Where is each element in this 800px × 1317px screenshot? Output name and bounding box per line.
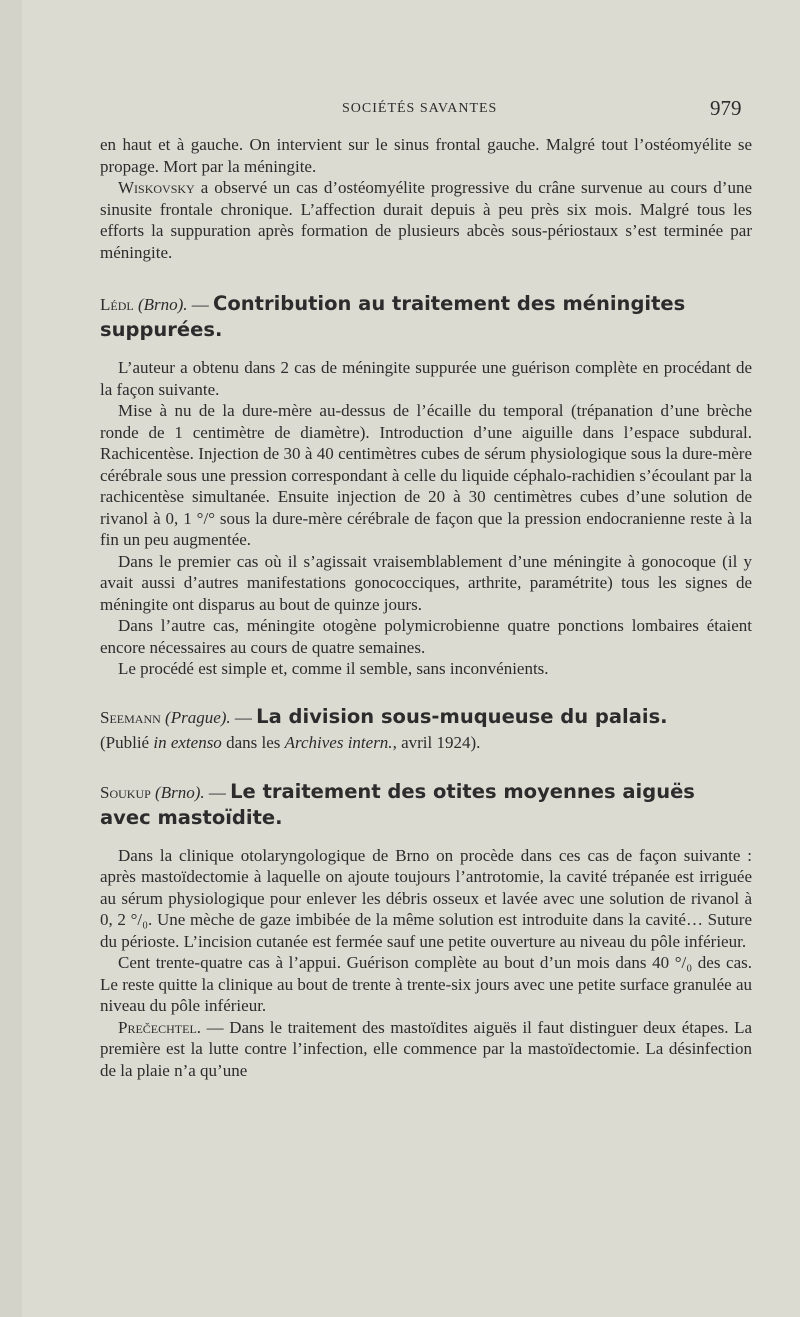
author-city: (Prague).: [165, 707, 231, 727]
soukup-paragraph-1: Dans la clinique otolaryngologique de Brno on procède dans ces cas de façon suivante : après mastoïdectomie à laquelle on ajoute toujours l’antrotomie, la cavité trépanée est irriguée au sérum physiologique pour enlever les débris osseux et lavée avec une solution de rivanol à 0, 2 °/₀. Une mèche de gaze imbibée de la même solution est introduite dans la cavité… Suture du périoste. L’incision cutanée est fermée sauf une petite ouverture au niveau du pôle inférieur.: [100, 845, 752, 951]
heading-dash: —: [204, 782, 231, 802]
running-head: SOCIÉTÉS SAVANTES: [342, 101, 498, 116]
wiskovsky-paragraph: [100, 177, 752, 263]
section-title: Contribution au traitement des méningites suppurées.: [100, 292, 686, 341]
paragraph-text: — Dans le traitement des mastoïdites aiguës il faut distinguer deux étapes. La première est la lutte contre l’infection, elle commence par la mastoïdectomie. La désinfection de la plaie n’a qu’une: [100, 1017, 752, 1080]
page-number: 979: [710, 96, 742, 120]
paragraph-text: a observé un cas d’ostéomyélite progressive du crâne survenue au cours d’une sinusite frontale chronique. L’affection durait depuis à peu près six mois. Malgré tous les efforts la suppuration après formation de plusieurs abcès sous-périostaux s’est terminée par méningite.: [100, 178, 752, 262]
author-name: Seemann: [100, 707, 161, 727]
ledl-paragraph-3: Dans le premier cas où il s’agissait vraisemblablement d’une méningite à gonocoque (il y avait aussi d’autres manifestations gonococciques, arthrite, paramétrite) tous les signes de méningite ont disparus au bout de quinze jours.: [100, 551, 752, 614]
page-header: [22, 96, 800, 126]
ledl-paragraph-2: Mise à nu de la dure-mère au-dessus de l’écaille du temporal (trépanation d’une brèche ronde de 1 centimètre de diamètre). Introduction d’une aiguille dans l’espace subdural. Rachicentèse. Injection de 30 à 40 centimètres cubes de sérum physiologique sous la dure-mère cérébrale sous une pression correspondant à celle du liquide céphalo-rachidien s’écoulant par la rachicentèse simultanée. Ensuite injection de 20 à 30 centimètres cubes d’une solution de rivanol à 0, 1 °/° sous la dure-mère cérébrale de façon que la pression endocranienne reste à la fin un peu augmentée.: [100, 401, 752, 549]
heading-dash: —: [230, 707, 257, 727]
ledl-paragraph-4: Dans l’autre cas, méningite otogène polymicrobienne quatre ponctions lombaires étaient encore nécessaires au cours de quatre semaines.: [100, 616, 752, 657]
section-title: Le traitement des otites moyennes aiguës avec mastoïdite.: [100, 779, 695, 829]
author-city: (Brno).: [137, 295, 188, 314]
intro-paragraph: en haut et à gauche. On intervient sur le sinus frontal gauche. Malgré tout l’ostéomyélite se propage. Mort par la méningite.: [100, 135, 752, 176]
author-name: Soukup: [100, 782, 151, 802]
heading-dash: —: [187, 295, 214, 314]
section-heading-seemann: [100, 704, 752, 755]
author-name: Prečechtel.: [118, 1017, 202, 1037]
section-heading-soukup: [100, 779, 752, 831]
ledl-paragraph-5: Le procédé est simple et, comme il semble, sans inconvénients.: [118, 659, 549, 678]
publication-note: (Publié in extenso dans les Archives intern., avril 1924).: [100, 732, 481, 752]
section-title: La division sous-muqueuse du palais.: [256, 704, 668, 728]
journal-page: [22, 0, 800, 1317]
page-body: [100, 134, 752, 1081]
section-heading-ledl: [100, 291, 752, 343]
author-city: (Brno).: [155, 782, 205, 802]
ledl-paragraph-1: L’auteur a obtenu dans 2 cas de méningite suppurée une guérison complète en procédant de la façon suivante.: [100, 358, 752, 399]
author-name: Lédl: [100, 295, 134, 314]
precechtel-paragraph: [100, 1017, 752, 1082]
author-name: Wiskovsky: [118, 178, 195, 197]
soukup-paragraph-2: Cent trente-quatre cas à l’appui. Guérison complète au bout d’un mois dans 40 °/₀ des cas. Le reste quitte la clinique au bout de trente à trente-six jours avec une petite surface granulée au niveau du pôle inférieur.: [100, 953, 752, 1015]
